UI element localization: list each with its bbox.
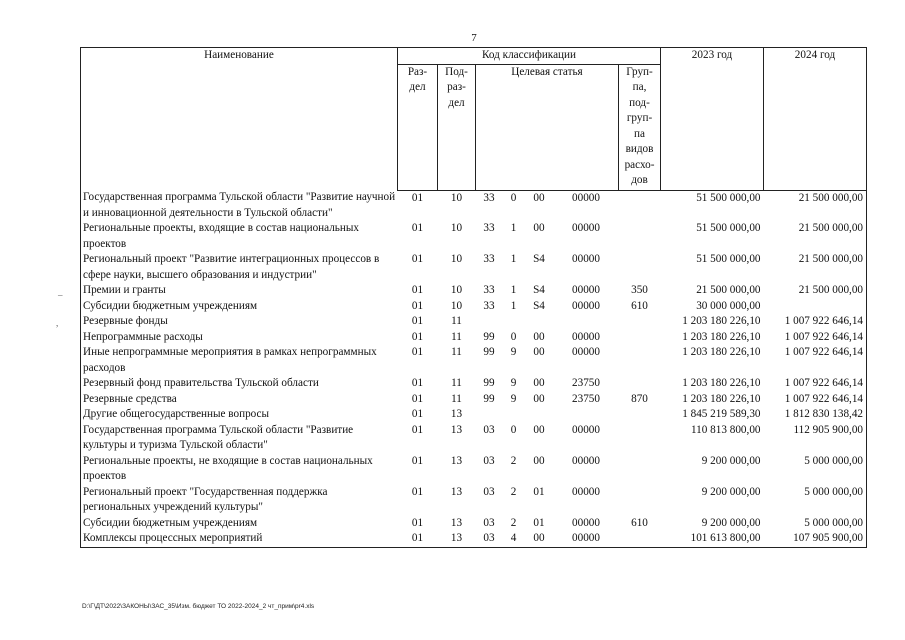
row-target-subprogram: 1 xyxy=(510,253,517,265)
file-path-footer: D:\Г\ДТ\2022\ЗАКОНЫ\ЗАС_35\Изм. бюджет ТО 2022-2024_2 чт_прим\pr4.xls xyxy=(82,603,315,610)
row-section: 01 xyxy=(398,531,438,547)
row-amount-2023: 1 203 180 226,10 xyxy=(682,330,761,343)
row-amount-2024: 5 000 000,00 xyxy=(764,485,867,516)
row-section: 01 xyxy=(411,346,424,358)
row-name: Субсидии бюджетным учреждениям xyxy=(81,516,398,532)
row-amount-2023: 101 613 800,00 xyxy=(661,531,764,547)
row-expense-group: 610 xyxy=(631,516,648,529)
row-amount-2024: 5 000 000,00 xyxy=(764,454,867,485)
table-body xyxy=(81,190,867,547)
row-amount-2024: 1 007 922 646,14 xyxy=(764,330,867,346)
row-target-code: 00000 xyxy=(572,454,600,467)
table-row xyxy=(81,376,867,392)
row-subsection: 11 xyxy=(451,346,462,358)
table-header xyxy=(81,48,867,191)
row-amount-2024: 21 500 000,00 xyxy=(764,283,867,299)
row-subsection: 11 xyxy=(451,392,462,405)
row-name: Резервные средства xyxy=(81,392,398,408)
row-amount-2023: 1 203 180 226,10 xyxy=(682,315,761,327)
row-name: Региональный проект "Государственная поддержка региональных учреждений культуры" xyxy=(81,485,398,516)
row-amount-2023: 1 203 180 226,10 xyxy=(682,392,761,405)
row-target-code: 00000 xyxy=(572,191,600,204)
row-target-code xyxy=(554,407,619,423)
row-subsection: 13 xyxy=(450,485,463,498)
row-target-program: 99 xyxy=(483,392,495,405)
row-target-program: 03 xyxy=(476,531,503,547)
row-amount-2024 xyxy=(764,299,867,315)
row-subsection: 13 xyxy=(450,408,463,420)
row-name: Субсидии бюджетным учреждениям xyxy=(81,299,398,315)
row-target-code: 00000 xyxy=(554,531,619,547)
row-name: Резервный фонд правительства Тульской области xyxy=(81,376,398,392)
row-subsection: 11 xyxy=(451,330,462,343)
row-target-program: 33 xyxy=(483,222,495,234)
row-amount-2023: 51 500 000,00 xyxy=(696,222,761,234)
row-target-code: 00000 xyxy=(572,346,600,358)
row-expense-group xyxy=(619,252,661,283)
row-target-code: 23750 xyxy=(572,392,600,405)
row-target-program: 33 xyxy=(483,253,495,265)
row-subsection: 10 xyxy=(450,299,463,312)
row-amount-2023: 1 203 180 226,10 xyxy=(682,346,761,358)
header-row-top xyxy=(81,48,867,65)
row-name: Резервные фонды xyxy=(81,314,398,330)
row-target-direction: S4 xyxy=(533,284,545,296)
row-expense-group: 350 xyxy=(631,284,648,296)
row-target-subprogram: 1 xyxy=(510,284,517,296)
row-section: 01 xyxy=(411,315,424,327)
row-target-code: 00000 xyxy=(572,516,600,529)
row-name: Комплексы процессных мероприятий xyxy=(81,531,398,547)
row-target-program: 33 xyxy=(483,191,495,204)
row-subsection: 11 xyxy=(451,377,462,389)
row-target-program xyxy=(476,314,503,330)
row-section: 01 xyxy=(411,516,424,529)
row-section: 01 xyxy=(411,408,424,420)
table-row xyxy=(81,299,867,315)
row-target-direction: 00 xyxy=(533,454,545,467)
row-target-program: 03 xyxy=(483,485,495,498)
row-amount-2023: 1 845 219 589,30 xyxy=(682,408,761,420)
row-amount-2023: 30 000 000,00 xyxy=(696,299,761,312)
row-target-program: 99 xyxy=(483,330,495,343)
row-section: 01 xyxy=(411,284,424,296)
row-expense-group xyxy=(619,531,661,547)
row-expense-group xyxy=(619,454,661,485)
row-target-code: 00000 xyxy=(572,330,600,343)
row-target-program: 03 xyxy=(483,454,495,467)
row-target-direction: 00 xyxy=(533,392,545,405)
row-name: Непрограммные расходы xyxy=(81,330,398,346)
row-expense-group xyxy=(619,407,661,423)
row-name: Государственная программа Тульской области "Развитие научной и инновационной деятельности в Тульской области" xyxy=(81,190,398,221)
row-name: Региональные проекты, входящие в состав национальных проектов xyxy=(81,221,398,252)
table-row xyxy=(81,330,867,346)
row-target-direction: 00 xyxy=(533,377,545,389)
row-target-subprogram: 9 xyxy=(510,377,517,389)
row-subsection: 10 xyxy=(450,284,463,296)
row-expense-group: 870 xyxy=(631,392,648,405)
row-subsection: 13 xyxy=(450,516,463,529)
header-classification: Код классификации xyxy=(398,48,661,65)
row-target-direction: 01 xyxy=(533,485,545,498)
header-year-2024: 2024 год xyxy=(764,48,867,191)
row-expense-group xyxy=(619,314,661,330)
table-row xyxy=(81,485,867,516)
row-target-code: 23750 xyxy=(572,377,600,389)
row-target-code: 00000 xyxy=(572,284,600,296)
row-expense-group xyxy=(619,190,661,221)
row-section: 01 xyxy=(411,191,424,204)
row-amount-2023: 9 200 000,00 xyxy=(701,485,761,498)
row-name: Государственная программа Тульской области "Развитие культуры и туризма Тульской области" xyxy=(81,423,398,454)
table-row xyxy=(81,190,867,221)
row-target-subprogram: 0 xyxy=(510,191,517,204)
row-name: Премии и гранты xyxy=(81,283,398,299)
row-target-direction: 00 xyxy=(525,531,554,547)
row-expense-group xyxy=(619,345,661,376)
row-target-program: 33 xyxy=(483,299,495,312)
row-target-subprogram: 0 xyxy=(510,423,517,436)
row-target-direction: 00 xyxy=(533,191,545,204)
header-subsection: Под- раз- дел xyxy=(438,64,476,190)
row-expense-group: 610 xyxy=(631,299,648,312)
row-section: 01 xyxy=(411,299,424,312)
row-target-program: 03 xyxy=(483,516,495,529)
row-subsection: 10 xyxy=(450,253,463,265)
row-amount-2024: 21 500 000,00 xyxy=(764,221,867,252)
header-year-2023: 2023 год xyxy=(661,48,764,191)
row-section: 01 xyxy=(411,377,424,389)
row-target-direction: 00 xyxy=(533,222,545,234)
row-target-subprogram: 9 xyxy=(510,346,517,358)
table-row xyxy=(81,454,867,485)
row-target-program: 99 xyxy=(483,377,495,389)
row-expense-group xyxy=(619,423,661,454)
row-target-subprogram: 2 xyxy=(510,454,517,467)
row-target-code xyxy=(554,314,619,330)
row-target-direction xyxy=(525,407,554,423)
row-target-subprogram: 0 xyxy=(510,330,517,343)
row-target-subprogram xyxy=(503,407,525,423)
row-target-direction: S4 xyxy=(533,253,545,265)
page-number: 7 xyxy=(471,32,477,44)
row-expense-group xyxy=(619,330,661,346)
row-target-program: 33 xyxy=(483,284,495,296)
row-name: Иные непрограммные мероприятия в рамках непрограммных расходов xyxy=(81,345,398,376)
row-section: 01 xyxy=(411,222,424,234)
row-subsection: 10 xyxy=(450,191,463,204)
table-row xyxy=(81,283,867,299)
row-expense-group xyxy=(619,485,661,516)
row-amount-2024: 21 500 000,00 xyxy=(764,190,867,221)
row-subsection: 10 xyxy=(450,222,463,234)
row-target-subprogram: 1 xyxy=(510,299,517,312)
row-amount-2024: 112 905 900,00 xyxy=(764,423,867,454)
row-amount-2024: 107 905 900,00 xyxy=(764,531,867,547)
table-row xyxy=(81,407,867,423)
row-target-direction: S4 xyxy=(533,299,545,312)
row-target-direction: 00 xyxy=(533,330,545,343)
table-row xyxy=(81,252,867,283)
table-row xyxy=(81,392,867,408)
table-row xyxy=(81,345,867,376)
table-row xyxy=(81,423,867,454)
row-section: 01 xyxy=(411,392,424,405)
row-target-code: 00000 xyxy=(572,423,600,436)
table-row xyxy=(81,516,867,532)
row-amount-2023: 110 813 800,00 xyxy=(691,423,761,436)
row-subsection: 13 xyxy=(450,454,463,467)
row-target-subprogram: 4 xyxy=(503,531,525,547)
table-row xyxy=(81,314,867,330)
row-subsection: 11 xyxy=(451,315,462,327)
row-target-subprogram: 2 xyxy=(510,485,517,498)
row-target-code: 00000 xyxy=(572,485,600,498)
row-section: 01 xyxy=(411,454,424,467)
table-row xyxy=(81,221,867,252)
row-name: Региональные проекты, не входящие в состав национальных проектов xyxy=(81,454,398,485)
row-target-program: 99 xyxy=(483,346,495,358)
row-amount-2024: 1 007 922 646,14 xyxy=(764,392,867,408)
row-subsection: 13 xyxy=(450,423,463,436)
row-target-subprogram: 1 xyxy=(510,222,517,234)
row-amount-2023: 9 200 000,00 xyxy=(701,516,761,529)
row-amount-2024: 1 007 922 646,14 xyxy=(764,376,867,392)
row-section: 01 xyxy=(411,253,424,265)
row-target-direction: 00 xyxy=(533,423,545,436)
header-name: Наименование xyxy=(81,48,398,191)
scan-mark-1: – xyxy=(58,290,63,300)
row-amount-2023: 51 500 000,00 xyxy=(696,191,761,204)
row-name: Региональный проект "Развитие интеграционных процессов в сфере науки, высшего образования и индустрии" xyxy=(81,252,398,283)
row-target-direction: 00 xyxy=(533,346,545,358)
row-section: 01 xyxy=(411,423,424,436)
row-section: 01 xyxy=(411,485,424,498)
header-target-article: Целевая статья xyxy=(476,64,619,190)
header-expense-group: Груп- па, под- груп- па видов расхо- дов xyxy=(619,64,661,190)
header-section: Раз- дел xyxy=(398,64,438,190)
row-target-subprogram: 9 xyxy=(510,392,517,405)
table-row xyxy=(81,531,867,547)
row-amount-2023: 51 500 000,00 xyxy=(696,253,761,265)
row-amount-2023: 21 500 000,00 xyxy=(696,284,761,296)
row-amount-2024: 21 500 000,00 xyxy=(764,252,867,283)
row-target-subprogram: 2 xyxy=(510,516,517,529)
row-target-direction: 01 xyxy=(533,516,545,529)
row-target-code: 00000 xyxy=(572,299,600,312)
row-amount-2024: 1 007 922 646,14 xyxy=(764,314,867,330)
row-amount-2024: 1 812 830 138,42 xyxy=(764,407,867,423)
row-amount-2023: 9 200 000,00 xyxy=(701,454,761,467)
row-expense-group xyxy=(619,376,661,392)
row-name: Другие общегосударственные вопросы xyxy=(81,407,398,423)
scan-mark-2: , xyxy=(56,318,59,328)
row-section: 01 xyxy=(411,330,424,343)
row-target-code: 00000 xyxy=(572,222,600,234)
row-target-direction xyxy=(525,314,554,330)
row-amount-2023: 1 203 180 226,10 xyxy=(682,377,761,389)
row-amount-2024: 1 007 922 646,14 xyxy=(764,345,867,376)
row-expense-group xyxy=(619,221,661,252)
row-subsection: 13 xyxy=(438,531,476,547)
row-target-program: 03 xyxy=(483,423,495,436)
row-target-code: 00000 xyxy=(572,253,600,265)
row-target-subprogram xyxy=(503,314,525,330)
row-amount-2024: 5 000 000,00 xyxy=(764,516,867,532)
budget-table xyxy=(80,47,867,548)
row-target-program xyxy=(476,407,503,423)
